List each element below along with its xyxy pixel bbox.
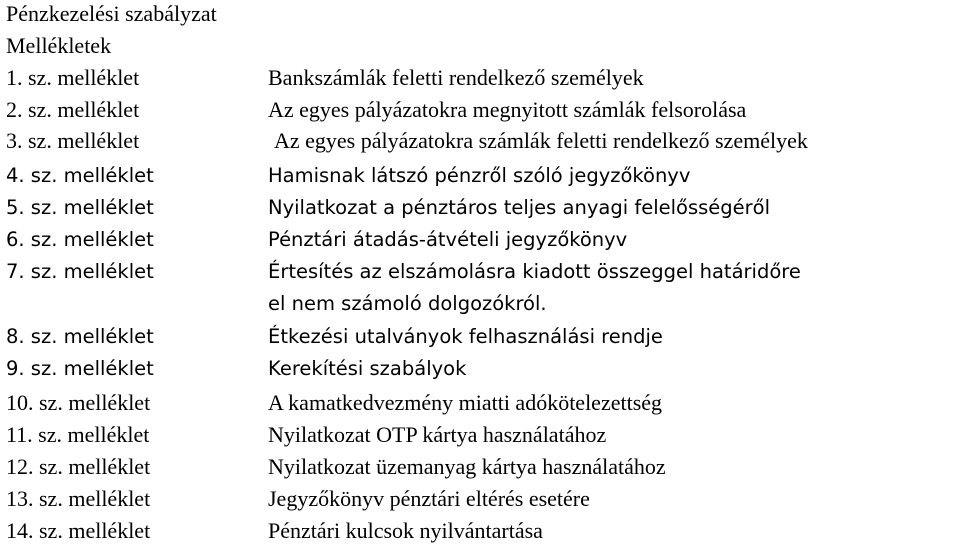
document-page [6,0,956,548]
annex-number: 1. sz. melléklet [6,65,140,90]
annex-description: Pénztári kulcsok nyilvántartása [268,518,543,543]
annex-row-6 [6,226,956,258]
annex-number: 12. sz. melléklet [6,454,151,479]
annex-description: Étkezési utalványok felhasználási rendje [268,325,663,348]
annex-description: Kerekítési szabályok [268,357,467,380]
annex-number: 6. sz. melléklet [6,228,154,251]
annex-row-4 [6,162,956,194]
annex-row-7-continuation [6,290,956,322]
annex-description: Nyilatkozat üzemanyag kártya használatához [268,454,666,479]
annex-number: 14. sz. melléklet [6,518,151,543]
annex-row-2 [6,96,956,128]
document-subtitle: Mellékletek [6,33,112,58]
annex-row-8 [6,323,956,355]
annex-number: 9. sz. melléklet [6,357,154,380]
annex-row-13 [6,485,956,517]
annex-description: Pénztári átadás-átvételi jegyzőkönyv [268,228,628,251]
annex-description: Nyilatkozat a pénztáros teljes anyagi felelősségéről [268,196,771,219]
annex-row-9 [6,355,956,387]
annex-row-10 [6,389,956,421]
annex-row-14 [6,517,956,549]
annex-description-continuation: el nem számoló dolgozókról. [268,292,547,315]
annex-row-3 [6,127,956,159]
annex-number: 13. sz. melléklet [6,486,151,511]
annex-row-7 [6,258,956,290]
annex-description: A kamatkedvezmény miatti adókötelezettség [268,390,663,415]
annex-number: 4. sz. melléklet [6,164,154,187]
annex-number: 3. sz. melléklet [6,128,140,153]
annex-number: 8. sz. melléklet [6,325,154,348]
annex-row-12 [6,453,956,485]
annex-number: 7. sz. melléklet [6,260,154,283]
annex-description: Az egyes pályázatokra számlák feletti rendelkező személyek [274,128,808,153]
annex-row-1 [6,64,956,96]
annex-description: Értesítés az elszámolásra kiadott összeggel határidőre [268,260,801,283]
annex-description: Az egyes pályázatokra megnyitott számlák felsorolása [268,97,747,122]
annex-number: 2. sz. melléklet [6,97,140,122]
annex-description: Bankszámlák feletti rendelkező személyek [268,65,644,90]
annex-number: 5. sz. melléklet [6,196,154,219]
document-title: Pénzkezelési szabályzat [6,1,217,26]
annex-description: Nyilatkozat OTP kártya használatához [268,422,607,447]
annex-description: Jegyzőkönyv pénztári eltérés esetére [268,486,590,511]
annex-number: 11. sz. melléklet [6,422,150,447]
annex-description: Hamisnak látszó pénzről szóló jegyzőkönyv [268,164,691,187]
annex-row-5 [6,194,956,226]
annex-number: 10. sz. melléklet [6,390,151,415]
annex-row-11 [6,421,956,453]
